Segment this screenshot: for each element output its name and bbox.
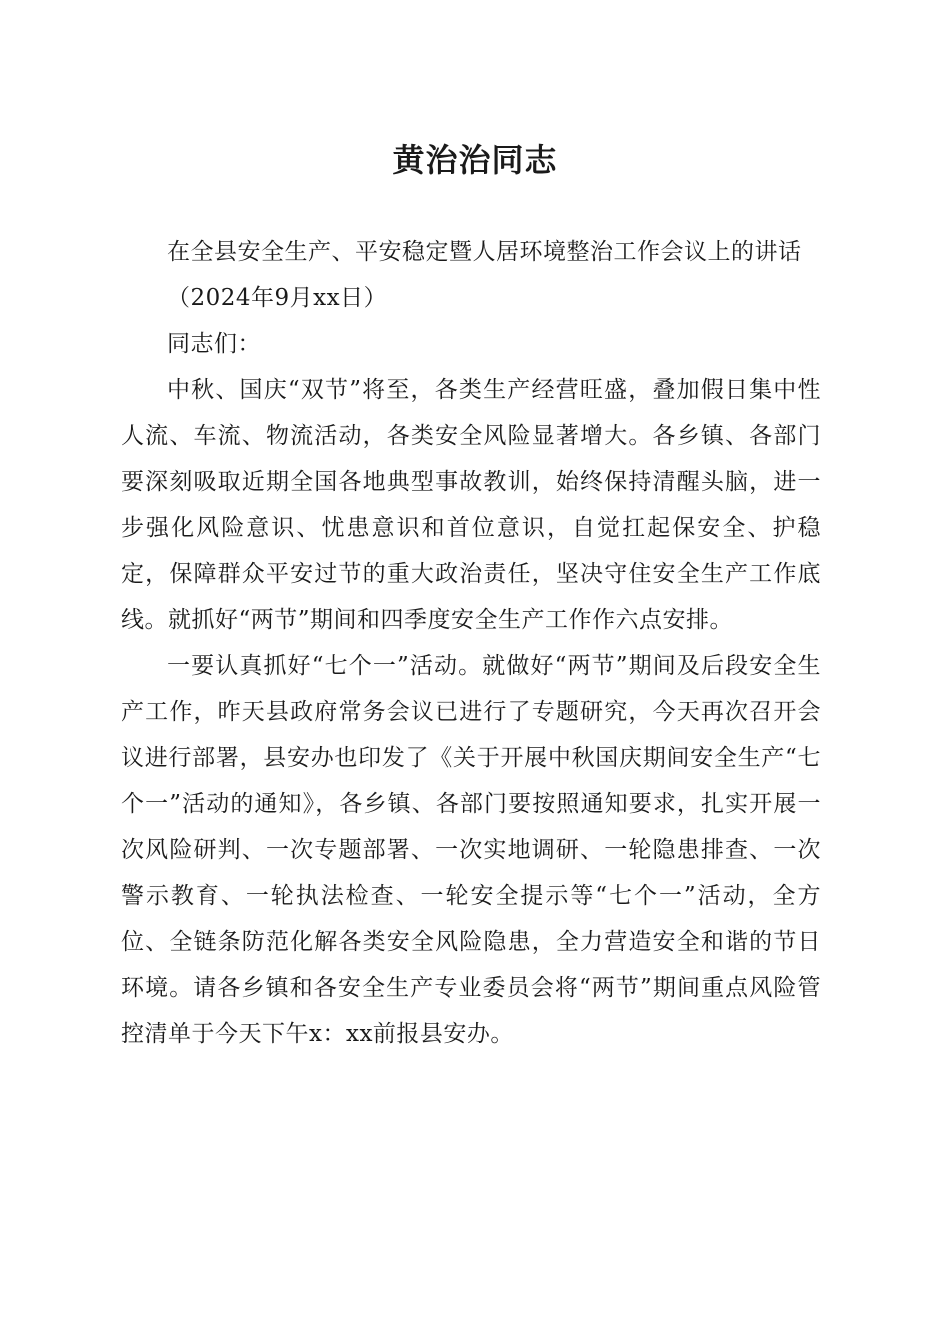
paragraph-intro: 中秋、国庆“双节”将至，各类生产经营旺盛，叠加假日集中性人流、车流、物流活动，各类安全风险显著增大。各乡镇、各部门要深刻吸取近期全国各地典型事故教训，始终保持清醒头脑，进一步强化风险意识、忧患意识和首位意识，自觉扛起保安全、护稳定，保障群众平安过节的重大政治责任，坚决守住安全生产工作底线。就抓好“两节”期间和四季度安全生产工作作六点安排。 [121,377,821,633]
salutation: 同志们： [167,331,261,357]
paragraph-first-point: 一要认真抓好“七个一”活动。就做好“两节”期间及后段安全生产工作，昨天县政府常务会议已进行了专题研究，今天再次召开会议进行部署，县安办也印发了《关于开展中秋国庆期间安全生产“七个一”活动的通知》，各乡镇、各部门要按照通知要求，扎实开展一次风险研判、一次专题部署、一次实地调研、一轮隐患排查、一次警示教育、一轮执法检查、一轮安全提示等“七个一”活动，全方位、全链条防范化解各类安全风险隐患，全力营造安全和谐的节日环境。请各乡镇和各安全生产专业委员会将“两节”期间重点风险管控清单于今天下午x：xx前报县安办。 [121,653,821,1047]
document-body [121,229,821,1057]
document-title: 黄治治同志 [392,141,558,179]
speech-date: （2024年9月xx日） [167,285,388,311]
speech-title: 在全县安全生产、平安稳定暨人居环境整治工作会议上的讲话 [167,239,802,265]
